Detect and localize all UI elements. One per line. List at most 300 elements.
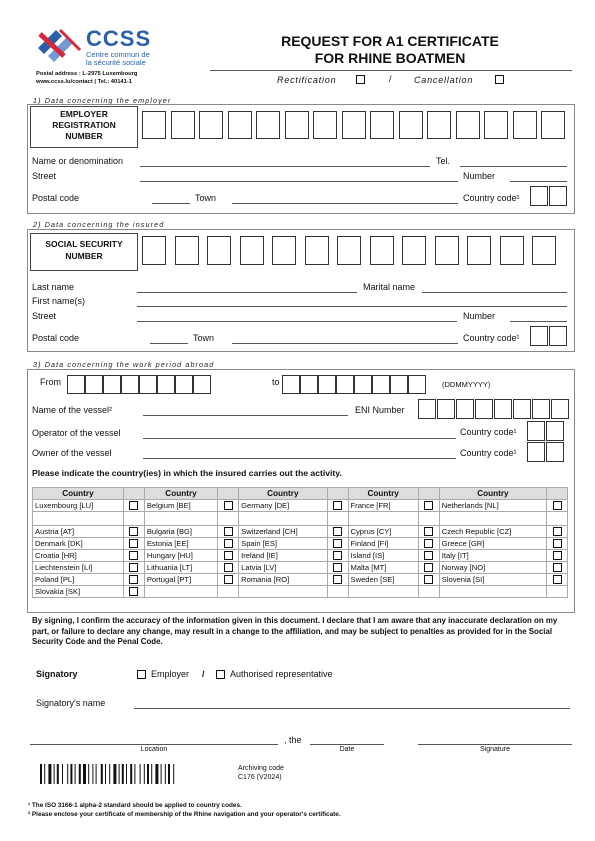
barcode-bar bbox=[105, 764, 106, 784]
country-name: Malta [MT] bbox=[348, 562, 418, 574]
employer-reg-digit-11[interactable] bbox=[427, 111, 451, 139]
employer-reg-digit-12[interactable] bbox=[456, 111, 480, 139]
country-name: Sweden [SE] bbox=[348, 574, 418, 586]
barcode-bar bbox=[44, 764, 45, 784]
last-name-label: Last name bbox=[32, 282, 75, 292]
country-name: Island [IS] bbox=[348, 550, 418, 562]
insured-number-field[interactable] bbox=[510, 321, 567, 322]
title-rule bbox=[210, 70, 572, 71]
owner-country-label: Country code¹ bbox=[460, 448, 517, 458]
last-name-field[interactable] bbox=[137, 292, 357, 293]
checkbox-cell bbox=[218, 526, 239, 538]
barcode-bar bbox=[109, 764, 110, 784]
employer-name-field[interactable] bbox=[140, 166, 430, 167]
checkbox-cell bbox=[218, 574, 239, 586]
checkbox-cell bbox=[418, 500, 439, 512]
barcode-bar bbox=[62, 764, 63, 784]
to-date-digit-8[interactable] bbox=[408, 375, 426, 394]
country-name: Czech Republic [CZ] bbox=[439, 526, 546, 538]
barcode-bar bbox=[88, 764, 89, 784]
insured-postal-label: Postal code bbox=[32, 333, 80, 343]
employer-country-box-1[interactable] bbox=[530, 186, 548, 206]
table-row bbox=[33, 500, 568, 512]
marital-name-label: Marital name bbox=[363, 282, 416, 292]
owner-country-box-2[interactable] bbox=[546, 442, 564, 462]
country-checkbox[interactable] bbox=[553, 563, 562, 572]
country-name: Hungary [HU] bbox=[144, 550, 217, 562]
ssn-digit-13[interactable] bbox=[532, 236, 556, 265]
table-row bbox=[33, 586, 568, 598]
checkbox-cell bbox=[123, 586, 144, 598]
checkbox-cell bbox=[218, 500, 239, 512]
barcode-bar bbox=[130, 764, 132, 784]
country-name bbox=[439, 512, 546, 526]
section-insured-title: 2) Data concerning the insured bbox=[33, 220, 165, 229]
eni-digit-1[interactable] bbox=[418, 399, 436, 419]
employer-reg-digit-6[interactable] bbox=[285, 111, 309, 139]
checkbox-cell bbox=[327, 586, 348, 598]
eni-digit-2[interactable] bbox=[437, 399, 455, 419]
country-checkbox[interactable] bbox=[333, 527, 342, 536]
eni-digit-6[interactable] bbox=[513, 399, 531, 419]
checkbox-cell bbox=[123, 512, 144, 526]
eni-number-input[interactable] bbox=[418, 399, 568, 419]
checkbox-cell bbox=[218, 538, 239, 550]
eni-digit-3[interactable] bbox=[456, 399, 474, 419]
barcode-bar bbox=[165, 764, 166, 784]
country-checkbox[interactable] bbox=[129, 587, 138, 596]
employer-postal-label: Postal code bbox=[32, 193, 80, 203]
to-date-digit-3[interactable] bbox=[318, 375, 336, 394]
operator-country-box-2[interactable] bbox=[546, 421, 564, 441]
checkbox-cell bbox=[218, 586, 239, 598]
barcode-bar bbox=[101, 764, 103, 784]
barcode-bar bbox=[144, 764, 145, 784]
country-name: Denmark [DK] bbox=[33, 538, 124, 550]
checkbox-cell bbox=[418, 550, 439, 562]
country-checkbox[interactable] bbox=[333, 501, 342, 510]
eni-label: ENI Number bbox=[355, 405, 405, 415]
checkbox-cell bbox=[547, 574, 568, 586]
country-instruction: Please indicate the country(ies) in which the insured carries out the activity. bbox=[32, 468, 342, 478]
insured-country-label: Country code¹ bbox=[463, 333, 520, 343]
employer-registration-number-input[interactable] bbox=[142, 111, 572, 139]
checkbox-cell bbox=[418, 574, 439, 586]
table-row bbox=[33, 574, 568, 586]
to-date-digit-5[interactable] bbox=[354, 375, 372, 394]
country-col-header: Country bbox=[33, 488, 124, 500]
from-date-digit-1[interactable] bbox=[67, 375, 85, 394]
the-label: , the bbox=[284, 735, 302, 745]
country-name bbox=[348, 512, 418, 526]
country-checkbox[interactable] bbox=[333, 539, 342, 548]
from-date-digit-6[interactable] bbox=[157, 375, 175, 394]
employer-reg-label-2: REGISTRATION bbox=[52, 120, 116, 130]
ssn-digit-4[interactable] bbox=[240, 236, 264, 265]
country-name: Germany [DE] bbox=[239, 500, 327, 512]
logo-text: CCSS bbox=[86, 26, 152, 51]
barcode-bar bbox=[173, 764, 174, 784]
country-checkbox[interactable] bbox=[424, 551, 433, 560]
country-name: Norway [NO] bbox=[439, 562, 546, 574]
footnote-2: ² Please enclose your certificate of membership of the Rhine navigation and your operator's certificate. bbox=[28, 811, 341, 818]
country-name bbox=[239, 586, 327, 598]
authorised-rep-checkbox[interactable] bbox=[216, 670, 225, 679]
insured-town-field[interactable] bbox=[232, 343, 458, 344]
employer-reg-digit-9[interactable] bbox=[370, 111, 394, 139]
country-checkbox[interactable] bbox=[424, 575, 433, 584]
employer-reg-digit-15[interactable] bbox=[541, 111, 565, 139]
logo-subtitle-1: Centre commun de bbox=[86, 50, 150, 59]
employer-country-box-2[interactable] bbox=[549, 186, 567, 206]
from-date-digit-7[interactable] bbox=[175, 375, 193, 394]
ssn-digit-2[interactable] bbox=[175, 236, 199, 265]
country-checkbox[interactable] bbox=[224, 527, 233, 536]
employer-reg-digit-10[interactable] bbox=[399, 111, 423, 139]
country-name: Cyprus [CY] bbox=[348, 526, 418, 538]
operator-label: Operator of the vessel bbox=[32, 428, 121, 438]
operator-country-label: Country code¹ bbox=[460, 427, 517, 437]
table-row bbox=[33, 538, 568, 550]
employer-reg-digit-2[interactable] bbox=[171, 111, 195, 139]
employer-reg-digit-3[interactable] bbox=[199, 111, 223, 139]
from-date-digit-5[interactable] bbox=[139, 375, 157, 394]
employer-option-label: Employer bbox=[151, 669, 190, 679]
page-title-line1: REQUEST FOR A1 CERTIFICATE bbox=[281, 33, 499, 49]
employer-reg-digit-14[interactable] bbox=[513, 111, 537, 139]
country-col-header: Country bbox=[239, 488, 327, 500]
country-name: Switzerland [CH] bbox=[239, 526, 327, 538]
country-col-header: Country bbox=[348, 488, 418, 500]
insured-number-label: Number bbox=[463, 311, 496, 321]
country-checkbox[interactable] bbox=[553, 551, 562, 560]
employer-postal-field[interactable] bbox=[152, 203, 190, 204]
to-date-digit-1[interactable] bbox=[282, 375, 300, 394]
barcode-bar bbox=[79, 764, 81, 784]
checkbox-cell bbox=[123, 562, 144, 574]
country-checkbox[interactable] bbox=[553, 539, 562, 548]
employer-tel-label: Tel. bbox=[436, 156, 451, 166]
checkbox-cell bbox=[547, 538, 568, 550]
country-name: France [FR] bbox=[348, 500, 418, 512]
checkbox-cell bbox=[327, 512, 348, 526]
country-checkbox[interactable] bbox=[129, 563, 138, 572]
checkbox-cell bbox=[123, 500, 144, 512]
checkbox-cell bbox=[418, 512, 439, 526]
country-name: Lithuania [LT] bbox=[144, 562, 217, 574]
barcode-bar bbox=[119, 764, 120, 784]
ssn-digit-8[interactable] bbox=[370, 236, 394, 265]
insured-country-box-1[interactable] bbox=[530, 326, 548, 346]
barcode-bar bbox=[168, 764, 170, 784]
checkbox-cell bbox=[547, 586, 568, 598]
checkbox-cell bbox=[218, 562, 239, 574]
insured-postal-field[interactable] bbox=[150, 343, 188, 344]
signatory-name-field[interactable] bbox=[134, 708, 570, 709]
checkbox-cell bbox=[327, 550, 348, 562]
checkbox-cell bbox=[418, 526, 439, 538]
ssn-input[interactable] bbox=[142, 236, 572, 264]
checkbox-cell bbox=[547, 512, 568, 526]
barcode-bar bbox=[83, 764, 86, 784]
rectification-checkbox[interactable] bbox=[356, 75, 365, 84]
barcode-bar bbox=[134, 764, 135, 784]
operator-country-box-1[interactable] bbox=[527, 421, 545, 441]
from-date-digit-4[interactable] bbox=[121, 375, 139, 394]
country-checkbox[interactable] bbox=[224, 575, 233, 584]
checkbox-cell bbox=[327, 526, 348, 538]
employer-tel-field[interactable] bbox=[460, 166, 567, 167]
insured-street-field[interactable] bbox=[137, 321, 457, 322]
ssn-label-1: SOCIAL SECURITY bbox=[45, 239, 123, 249]
ssn-digit-1[interactable] bbox=[142, 236, 166, 265]
contact-info: www.ccss.lu/contact | Tel.: 40141-1 bbox=[36, 79, 133, 85]
section-work-title: 3) Data concerning the work period abroad bbox=[33, 360, 215, 369]
country-checkbox[interactable] bbox=[224, 539, 233, 548]
cancellation-checkbox[interactable] bbox=[495, 75, 504, 84]
country-name bbox=[239, 512, 327, 526]
marital-name-field[interactable] bbox=[422, 292, 567, 293]
employer-number-label: Number bbox=[463, 171, 496, 181]
archiving-code-label: Archiving code bbox=[238, 765, 284, 772]
country-name: Portugal [PT] bbox=[144, 574, 217, 586]
country-checkbox[interactable] bbox=[333, 575, 342, 584]
footnote-1: ¹ The ISO 3166-1 alpha-2 standard should be applied to country codes. bbox=[28, 802, 242, 809]
owner-country-box-1[interactable] bbox=[527, 442, 545, 462]
barcode-bar bbox=[96, 764, 97, 784]
country-name: Netherlands [NL] bbox=[439, 500, 546, 512]
country-checkbox[interactable] bbox=[129, 527, 138, 536]
ssn-digit-5[interactable] bbox=[272, 236, 296, 265]
checkbox-cell bbox=[123, 538, 144, 550]
location-field[interactable] bbox=[30, 744, 278, 745]
location-caption: Location bbox=[140, 746, 168, 753]
checkbox-cell bbox=[418, 538, 439, 550]
country-checkbox[interactable] bbox=[224, 551, 233, 560]
employer-checkbox[interactable] bbox=[137, 670, 146, 679]
signature-field[interactable] bbox=[418, 744, 572, 745]
employer-reg-digit-13[interactable] bbox=[484, 111, 508, 139]
date-caption: Date bbox=[339, 746, 355, 753]
country-name: Slovenia [SI] bbox=[439, 574, 546, 586]
barcode-bar bbox=[147, 764, 149, 784]
authorised-rep-label: Authorised representative bbox=[230, 669, 333, 679]
insured-town-label: Town bbox=[193, 333, 215, 343]
eni-digit-8[interactable] bbox=[551, 399, 569, 419]
vessel-name-label: Name of the vessel² bbox=[32, 405, 113, 415]
ssn-digit-3[interactable] bbox=[207, 236, 231, 265]
employer-reg-digit-8[interactable] bbox=[342, 111, 366, 139]
country-checkbox[interactable] bbox=[424, 539, 433, 548]
first-name-label: First name(s) bbox=[32, 296, 86, 306]
to-date-digit-4[interactable] bbox=[336, 375, 354, 394]
barcode-bar bbox=[151, 764, 152, 784]
country-name: Luxembourg [LU] bbox=[33, 500, 124, 512]
signatory-name-label: Signatory's name bbox=[36, 698, 106, 708]
country-name bbox=[144, 512, 217, 526]
country-checkbox[interactable] bbox=[553, 527, 562, 536]
signatory-label: Signatory bbox=[36, 669, 78, 679]
checkbox-cell bbox=[123, 574, 144, 586]
employer-town-field[interactable] bbox=[232, 203, 458, 204]
country-name: Italy [IT] bbox=[439, 550, 546, 562]
barcode-bar bbox=[70, 764, 72, 784]
header-slash: / bbox=[389, 74, 392, 84]
country-checkbox[interactable] bbox=[553, 575, 562, 584]
employer-town-label: Town bbox=[195, 193, 217, 203]
barcode-bar bbox=[126, 764, 127, 784]
country-checkbox[interactable] bbox=[333, 551, 342, 560]
from-date-digit-2[interactable] bbox=[85, 375, 103, 394]
barcode-bar bbox=[48, 764, 51, 784]
table-row bbox=[33, 550, 568, 562]
checkbox-cell bbox=[327, 500, 348, 512]
ssn-label-2: NUMBER bbox=[65, 251, 103, 261]
date-format-hint: (DDMMYYYY) bbox=[442, 380, 491, 389]
barcode-bar bbox=[122, 764, 124, 784]
barcode-bar bbox=[67, 764, 68, 784]
country-name bbox=[348, 586, 418, 598]
country-checkbox[interactable] bbox=[224, 563, 233, 572]
country-name: Finland [FI] bbox=[348, 538, 418, 550]
vessel-name-field[interactable] bbox=[143, 415, 348, 416]
barcode-bar bbox=[161, 764, 162, 784]
employer-reg-label-1: EMPLOYER bbox=[60, 109, 108, 119]
country-name: Poland [PL] bbox=[33, 574, 124, 586]
archiving-code-value: C176 (V2024) bbox=[238, 774, 282, 781]
country-name: Bulgaria [BG] bbox=[144, 526, 217, 538]
to-date-digit-6[interactable] bbox=[372, 375, 390, 394]
checkbox-cell bbox=[327, 574, 348, 586]
signature-caption: Signature bbox=[480, 746, 510, 753]
first-name-field[interactable] bbox=[137, 306, 567, 307]
owner-field[interactable] bbox=[143, 458, 456, 459]
country-checkbox[interactable] bbox=[424, 527, 433, 536]
table-row bbox=[33, 526, 568, 538]
country-name: Slovakia [SK] bbox=[33, 586, 124, 598]
ssn-digit-7[interactable] bbox=[337, 236, 361, 265]
country-name: Greece [GR] bbox=[439, 538, 546, 550]
barcode-bar bbox=[57, 764, 59, 784]
country-name: Estonia [EE] bbox=[144, 538, 217, 550]
country-checkbox[interactable] bbox=[129, 539, 138, 548]
checkbox-cell bbox=[418, 586, 439, 598]
to-date-digit-7[interactable] bbox=[390, 375, 408, 394]
checkbox-cell bbox=[547, 562, 568, 574]
country-name: Spain [ES] bbox=[239, 538, 327, 550]
ssn-digit-9[interactable] bbox=[402, 236, 426, 265]
to-date-digit-2[interactable] bbox=[300, 375, 318, 394]
checkbox-cell bbox=[123, 550, 144, 562]
rectification-label: Rectification bbox=[277, 75, 337, 85]
from-date-digit-8[interactable] bbox=[193, 375, 211, 394]
country-checkbox[interactable] bbox=[333, 563, 342, 572]
to-date-input[interactable] bbox=[282, 375, 432, 395]
eni-digit-5[interactable] bbox=[494, 399, 512, 419]
country-col-header: Country bbox=[144, 488, 217, 500]
table-row bbox=[33, 512, 568, 526]
country-name: Croatia [HR] bbox=[33, 550, 124, 562]
barcode-bar bbox=[155, 764, 158, 784]
employer-street-label: Street bbox=[32, 171, 57, 181]
country-checkbox[interactable] bbox=[129, 551, 138, 560]
insured-street-label: Street bbox=[32, 311, 57, 321]
checkbox-cell bbox=[123, 526, 144, 538]
employer-number-field[interactable] bbox=[510, 181, 567, 182]
country-checkbox[interactable] bbox=[424, 563, 433, 572]
employer-reg-digit-5[interactable] bbox=[256, 111, 280, 139]
country-name: Belgium [BE] bbox=[144, 500, 217, 512]
country-name bbox=[144, 586, 217, 598]
country-name bbox=[33, 512, 124, 526]
barcode bbox=[40, 764, 212, 784]
declaration-text: By signing, I confirm the accuracy of the information given in this document. I declare that I am aware that any inaccurate declaration on my part, or failure to declare any change, may result in a change to the affiliation, and may be subject to penalties as provided for in the Social Security Code and the Penal Code. bbox=[32, 616, 558, 646]
owner-label: Owner of the vessel bbox=[32, 448, 112, 458]
checkbox-cell bbox=[327, 562, 348, 574]
country-name: Liechtenstein [LI] bbox=[33, 562, 124, 574]
barcode-bar bbox=[92, 764, 93, 784]
country-checkbox[interactable] bbox=[553, 501, 562, 510]
country-checkbox[interactable] bbox=[424, 501, 433, 510]
checkbox-cell bbox=[327, 538, 348, 550]
barcode-bar bbox=[54, 764, 55, 784]
country-checkbox[interactable] bbox=[129, 575, 138, 584]
barcode-bar bbox=[113, 764, 116, 784]
eni-digit-7[interactable] bbox=[532, 399, 550, 419]
country-checkbox[interactable] bbox=[129, 501, 138, 510]
ccss-logo bbox=[34, 26, 84, 66]
checkbox-cell bbox=[218, 550, 239, 562]
checkbox-cell bbox=[547, 526, 568, 538]
from-date-digit-3[interactable] bbox=[103, 375, 121, 394]
checkbox-cell bbox=[218, 512, 239, 526]
ssn-digit-6[interactable] bbox=[305, 236, 329, 265]
employer-name-label: Name or denomination bbox=[32, 156, 124, 166]
signatory-slash: / bbox=[202, 669, 205, 679]
ssn-digit-12[interactable] bbox=[500, 236, 524, 265]
checkbox-cell bbox=[547, 550, 568, 562]
to-label: to bbox=[272, 377, 280, 387]
barcode-bar bbox=[40, 764, 42, 784]
employer-street-field[interactable] bbox=[140, 181, 458, 182]
checkbox-cell bbox=[418, 562, 439, 574]
cancellation-label: Cancellation bbox=[414, 75, 474, 85]
from-date-input[interactable] bbox=[67, 375, 217, 395]
eni-digit-4[interactable] bbox=[475, 399, 493, 419]
checkbox-cell bbox=[547, 500, 568, 512]
country-name: Romania [RO] bbox=[239, 574, 327, 586]
operator-field[interactable] bbox=[143, 438, 456, 439]
date-field[interactable] bbox=[310, 744, 384, 745]
country-name bbox=[439, 586, 546, 598]
employer-reg-digit-4[interactable] bbox=[228, 111, 252, 139]
insured-country-box-2[interactable] bbox=[549, 326, 567, 346]
employer-country-label: Country code¹ bbox=[463, 193, 520, 203]
barcode-bar bbox=[140, 764, 141, 784]
page-title-line2: FOR RHINE BOATMEN bbox=[314, 50, 466, 66]
postal-address: Postal address : L-2975 Luxembourg bbox=[36, 71, 138, 77]
ssn-digit-10[interactable] bbox=[435, 236, 459, 265]
from-label: From bbox=[40, 377, 61, 387]
country-checkbox[interactable] bbox=[224, 501, 233, 510]
section-employer-title: 1) Data concerning the employer bbox=[33, 96, 172, 105]
employer-reg-digit-1[interactable] bbox=[142, 111, 166, 139]
country-name: Austria [AT] bbox=[33, 526, 124, 538]
employer-reg-label-3: NUMBER bbox=[65, 131, 103, 141]
country-name: Ireland [IE] bbox=[239, 550, 327, 562]
employer-reg-digit-7[interactable] bbox=[313, 111, 337, 139]
ssn-digit-11[interactable] bbox=[467, 236, 491, 265]
